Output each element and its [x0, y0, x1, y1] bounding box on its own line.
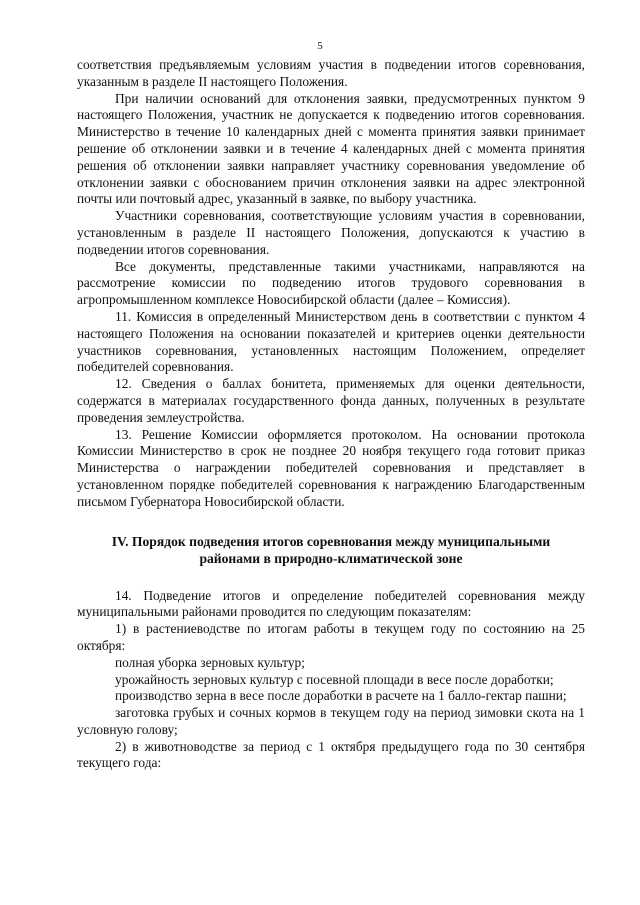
paragraph-item-12: 12. Сведения о баллах бонитета, применяемых для оценки деятельности, содержатся в материалах государственного фонда данных, полученных в результате проведения землеустройства.	[77, 376, 585, 425]
paragraph-item-11: 11. Комиссия в определенный Министерством день в соответствии с пунктом 4 настоящего Положения на основании показателей и критериев оценки деятельности участников соревнования, установленных настоящим Положением, определяет победителей соревнования.	[77, 308, 585, 375]
paragraph-item-13: 13. Решение Комиссии оформляется протоколом. На основании протокола Комиссии Министерство в срок не позднее 20 ноября текущего года готовит приказ Министерства о награждении победителей соревнования и представляет в установленном порядке победителей соревнования к награждению Благодарственным письмом Губернатора Новосибирской области.	[77, 426, 585, 509]
paragraph-item-14: 14. Подведение итогов и определение победителей соревнования между муниципальными районами проводится по следующим показателям:	[77, 587, 585, 620]
paragraph: Участники соревнования, соответствующие условиям участия в соревновании, установленным в разделе II настоящего Положения, допускаются к участию в подведении итогов соревнования.	[77, 208, 585, 257]
document-body	[77, 57, 585, 772]
section-heading: IV. Порядок подведения итогов соревнования между муниципальными районами в природно-климатической зоне	[111, 533, 551, 566]
list-item: урожайность зерновых культур с посевной площади в весе после доработки;	[115, 671, 554, 687]
list-item: заготовка грубых и сочных кормов в текущем году на период зимовки скота на 1 условную голову;	[77, 705, 585, 737]
paragraph: соответствия предъявляемым условиям участия в подведении итогов соревнования, указанным в разделе II настоящего Положения.	[77, 57, 585, 89]
list-item: 1) в растениеводстве по итогам работы в текущем году по состоянию на 25 октября:	[77, 621, 585, 653]
list-item: полная уборка зерновых культур;	[115, 654, 305, 670]
page-number: 5	[317, 40, 323, 52]
list-item: 2) в животноводстве за период с 1 октября предыдущего года по 30 сентября текущего года:	[77, 738, 585, 771]
list-item: производство зерна в весе после доработки в расчете на 1 балло-гектар пашни;	[115, 688, 567, 704]
paragraph: Все документы, представленные такими участниками, направляются на рассмотрение комиссии по подведению итогов трудового соревнования в агропромышленном комплексе Новосибирской области (далее – Комиссия).	[77, 258, 585, 308]
paragraph: При наличии оснований для отклонения заявки, предусмотренных пунктом 9 настоящего Положения, участник не допускается к подведению итогов соревнования. Министерство в течение 10 календарных дней с момента принятия заявки принимает решение об отклонении заявки и в течение 4 календарных дней с момента принятия решения об отклонении заявки направляет участнику соревнования уведомление об отклонении заявки с обоснованием причин отклонения заявки на адрес электронной почты или почтовый адрес, указанный в заявке, по выбору участника.	[77, 90, 585, 207]
